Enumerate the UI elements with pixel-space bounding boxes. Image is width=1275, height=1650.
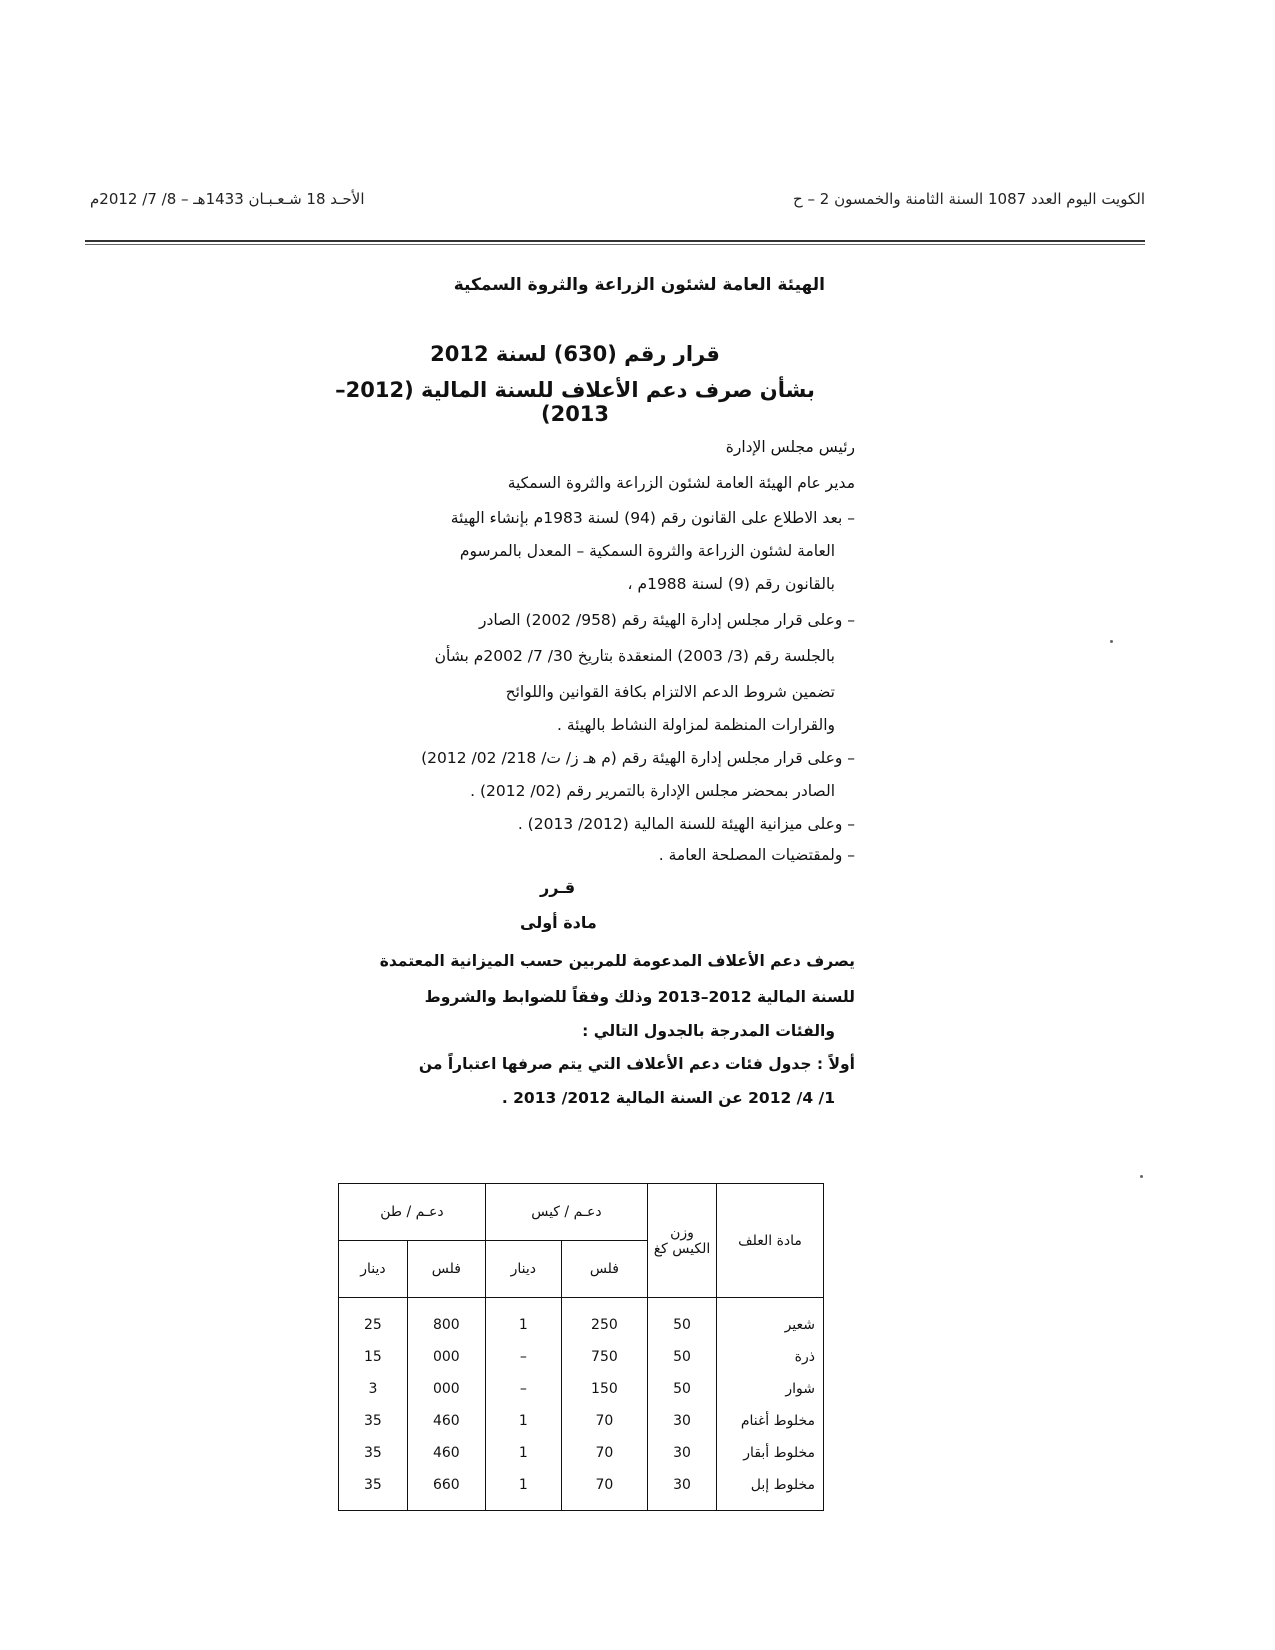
clause3-line2: الصادر بمحضر مجلس الإدارة بالتمرير رقم (02/ 2012) .	[470, 782, 835, 800]
header-ton-fils: فلس	[407, 1241, 485, 1298]
table-row	[339, 1437, 824, 1469]
cell-weight: 50	[648, 1341, 717, 1373]
clause2-line3: تضمين شروط الدعم الالتزام بكافة القوانين واللوائح	[505, 683, 835, 701]
cell-material: شوار	[717, 1373, 824, 1405]
article-line3: والفئات المدرجة بالجدول التالي :	[582, 1022, 835, 1040]
cell-ton-dinar: 35	[339, 1405, 408, 1437]
cell-bag-fils: 70	[561, 1469, 647, 1511]
header-material: مادة العلف	[717, 1184, 824, 1298]
cell-weight: 50	[648, 1298, 717, 1342]
scan-speck	[1140, 1175, 1143, 1178]
header-divider	[85, 240, 1145, 245]
first-line2: 1/ 4/ 2012 عن السنة المالية 2012/ 2013 .	[501, 1089, 835, 1107]
cell-material: ذرة	[717, 1341, 824, 1373]
cell-bag-fils: 70	[561, 1437, 647, 1469]
cell-ton-dinar: 35	[339, 1437, 408, 1469]
cell-ton-fils: 000	[407, 1373, 485, 1405]
table-row	[339, 1298, 824, 1342]
table-row	[339, 1341, 824, 1373]
table-row	[339, 1469, 824, 1511]
decision-title: قرار رقم (630) لسنة 2012	[430, 342, 720, 366]
cell-ton-fils: 460	[407, 1437, 485, 1469]
clause1-line3: بالقانون رقم (9) لسنة 1988م ،	[627, 575, 835, 593]
clause2-line1: – وعلى قرار مجلس إدارة الهيئة رقم (958/ 2002) الصادر	[479, 611, 855, 629]
cell-bag-dinar: 1	[485, 1405, 561, 1437]
clause2-line4: والقرارات المنظمة لمزاولة النشاط بالهيئة .	[556, 716, 835, 734]
cell-ton-fils: 800	[407, 1298, 485, 1342]
header-bag-dinar: دينار	[485, 1241, 561, 1298]
cell-bag-fils: 70	[561, 1405, 647, 1437]
cell-ton-fils: 460	[407, 1405, 485, 1437]
cell-ton-fils: 660	[407, 1469, 485, 1511]
first-line1: أولاً : جدول فئات دعم الأعلاف التي يتم صرفها اعتباراً من	[418, 1055, 855, 1073]
cell-ton-dinar: 25	[339, 1298, 408, 1342]
article-line2: للسنة المالية 2012–2013 وذلك وفقاً للضوابط والشروط	[424, 988, 855, 1006]
clause1-line2: العامة لشئون الزراعة والثروة السمكية – المعدل بالمرسوم	[459, 542, 835, 560]
header-bag-weight: وزن الكيس كغ	[648, 1184, 717, 1298]
fodder-subsidy-table	[338, 1183, 824, 1511]
scan-speck	[1110, 640, 1113, 643]
article-heading: مادة أولى	[520, 913, 597, 932]
cell-weight: 30	[648, 1469, 717, 1511]
gazette-date-header: الأحـد 18 شـعـبـان 1433هـ – 8/ 7/ 2012م	[90, 190, 365, 208]
header-bag-fils: فلس	[561, 1241, 647, 1298]
clause1-line1: – بعد الاطلاع على القانون رقم (94) لسنة 1983م بإنشاء الهيئة	[450, 509, 855, 527]
table-row	[339, 1373, 824, 1405]
cell-ton-fils: 000	[407, 1341, 485, 1373]
cell-bag-fils: 150	[561, 1373, 647, 1405]
decision-subject: بشأن صرف دعم الأعلاف للسنة المالية (2012–2013)	[335, 378, 815, 426]
cell-bag-dinar: 1	[485, 1298, 561, 1342]
article-line1: يصرف دعم الأعلاف المدعومة للمربين حسب الميزانية المعتمدة	[379, 952, 855, 970]
cell-bag-dinar: –	[485, 1341, 561, 1373]
clause4: – وعلى ميزانية الهيئة للسنة المالية (2012/ 2013) .	[517, 815, 855, 833]
header-per-ton: دعـم / طن	[339, 1184, 486, 1241]
cell-material: مخلوط إبل	[717, 1469, 824, 1511]
cell-weight: 50	[648, 1373, 717, 1405]
header-per-bag: دعـم / كيس	[485, 1184, 647, 1241]
cell-bag-dinar: 1	[485, 1469, 561, 1511]
cell-bag-dinar: –	[485, 1373, 561, 1405]
cell-bag-dinar: 1	[485, 1437, 561, 1469]
cell-bag-fils: 750	[561, 1341, 647, 1373]
decides-heading: قـرر	[540, 878, 576, 897]
clause5: – ولمقتضيات المصلحة العامة .	[658, 846, 855, 864]
role-director: مدير عام الهيئة العامة لشئون الزراعة والثروة السمكية	[507, 474, 855, 492]
cell-material: مخلوط أبقار	[717, 1437, 824, 1469]
cell-weight: 30	[648, 1405, 717, 1437]
header-ton-dinar: دينار	[339, 1241, 408, 1298]
role-chairman: رئيس مجلس الإدارة	[725, 438, 855, 456]
cell-material: شعير	[717, 1298, 824, 1342]
cell-ton-dinar: 35	[339, 1469, 408, 1511]
cell-material: مخلوط أغنام	[717, 1405, 824, 1437]
cell-ton-dinar: 15	[339, 1341, 408, 1373]
cell-ton-dinar: 3	[339, 1373, 408, 1405]
organization-name: الهيئة العامة لشئون الزراعة والثروة السمكية	[453, 275, 825, 295]
cell-bag-fils: 250	[561, 1298, 647, 1342]
gazette-issue-header: الكويت اليوم العدد 1087 السنة الثامنة والخمسون 2 – ح	[793, 190, 1145, 208]
cell-weight: 30	[648, 1437, 717, 1469]
clause2-line2: بالجلسة رقم (3/ 2003) المنعقدة بتاريخ 30/ 7/ 2002م بشأن	[434, 647, 835, 665]
table-row	[339, 1405, 824, 1437]
clause3-line1: – وعلى قرار مجلس إدارة الهيئة رقم (م هـ ز/ ت/ 218/ 02/ 2012)	[421, 749, 855, 767]
